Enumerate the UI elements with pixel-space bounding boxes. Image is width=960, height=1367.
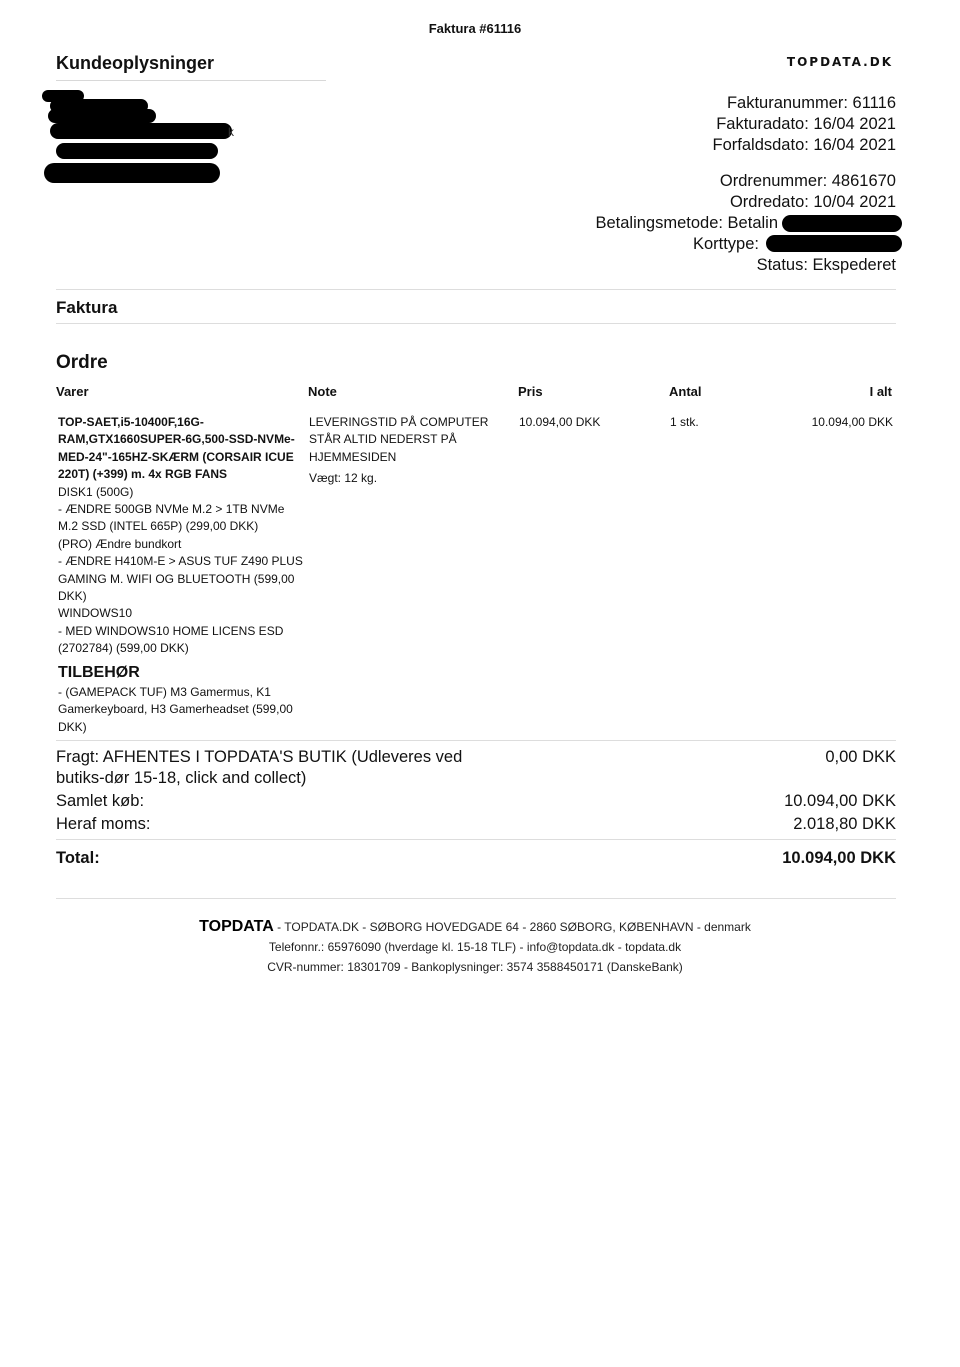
redaction-bar	[766, 235, 902, 252]
footer	[0, 917, 950, 977]
vat-value: 2.018,80 DKK	[793, 815, 896, 833]
column-header-varer: Varer	[56, 384, 89, 399]
item-note	[309, 414, 509, 488]
invoice-date: Fakturadato: 16/04 2021	[716, 115, 896, 133]
item-price: 10.094,00 DKK	[519, 415, 601, 429]
order-date: Ordredato: 10/04 2021	[729, 193, 896, 211]
accessory-heading: TILBEHØR	[58, 663, 140, 681]
item-weight: Vægt: 12 kg.	[309, 471, 378, 486]
redaction-bar	[48, 109, 156, 123]
item-description	[58, 414, 303, 736]
item-option: WINDOWS10	[58, 606, 133, 621]
invoice-meta	[713, 93, 896, 156]
item-total: 10.094,00 DKK	[811, 415, 893, 429]
item-option: (PRO) Ændre bundkort	[58, 536, 182, 551]
item-quantity: 1 stk.	[670, 415, 699, 429]
footer-brand: TOPDATA	[199, 918, 274, 935]
column-header-antal: Antal	[669, 384, 702, 399]
item-option: - ÆNDRE H410M-E > ASUS TUF Z490 PLUS GAMING M. WIFI OG BLUETOOTH (599,00 DKK)	[58, 554, 303, 604]
customer-visible-char: k	[228, 125, 234, 139]
faktura-heading: Faktura	[56, 298, 118, 317]
divider	[56, 740, 896, 741]
payment-method-text: Betalingsmetode: Betalin	[595, 214, 778, 232]
customer-heading: Kundeoplysninger	[56, 53, 215, 73]
footer-address-line	[0, 917, 950, 937]
order-status: Status: Ekspederet	[756, 256, 896, 274]
subtotal-value: 10.094,00 DKK	[784, 792, 896, 810]
column-header-pris: Pris	[518, 384, 543, 399]
note-text: LEVERINGSTID PÅ COMPUTER STÅR ALTID NEDERST PÅ HJEMMESIDEN	[309, 415, 489, 464]
footer-address: - TOPDATA.DK - SØBORG HOVEDGADE 64 - 2860 SØBORG, KØBENHAVN - denmark	[277, 920, 751, 934]
footer-cvr: CVR-nummer: 18301709 - Bankoplysninger: 3574 3588450171 (DanskeBank)	[267, 960, 683, 974]
item-option: - ÆNDRE 500GB NVMe M.2 > 1TB NVMe M.2 SSD (INTEL 665P) (299,00 DKK)	[58, 502, 285, 534]
subtotal-label: Samlet køb:	[56, 792, 145, 810]
topdata-logo: TOPDATA.DK	[786, 55, 893, 69]
divider	[56, 898, 896, 899]
summary-values	[784, 747, 896, 835]
order-heading: Ordre	[56, 352, 108, 373]
invoice-title: Faktura #61116	[428, 21, 522, 36]
vat-label: Heraf moms:	[56, 815, 151, 833]
divider	[56, 289, 896, 290]
column-header-ialt: I alt	[869, 384, 892, 399]
order-number: Ordrenummer: 4861670	[719, 172, 896, 190]
customer-divider	[56, 80, 326, 81]
shipping-value: 0,00 DKK	[825, 748, 896, 766]
due-date: Forfaldsdato: 16/04 2021	[712, 136, 896, 154]
total-value: 10.094,00 DKK	[782, 849, 896, 867]
footer-contact: Telefonnr.: 65976090 (hverdage kl. 15-18 TLF) - info@topdata.dk - topdata.dk	[268, 940, 682, 954]
item-option: - MED WINDOWS10 HOME LICENS ESD (2702784) (599,00 DKK)	[58, 623, 284, 656]
shipping-label: Fragt: AFHENTES I TOPDATA'S BUTIK (Udleveres ved butiks-dør 15-18, click and collect)	[56, 748, 463, 787]
invoice-number: Fakturanummer: 61116	[726, 94, 896, 112]
divider	[56, 839, 896, 840]
redaction-bar	[56, 143, 218, 159]
item-name: TOP-SAET,i5-10400F,16G-RAM,GTX1660SUPER-6G,500-SSD-NVMe-MED-24"-165HZ-SKÆRM (CORSAIR ICUE 220T) (+399) m. 4x RGB FANS	[58, 415, 295, 482]
total-label: Total:	[56, 849, 100, 867]
redaction-bar	[44, 163, 220, 183]
redaction-bar	[50, 123, 232, 139]
redaction-bar	[782, 215, 902, 232]
item-option: DISK1 (500G)	[58, 484, 134, 499]
card-type-label: Korttype:	[692, 235, 759, 253]
column-header-note: Note	[308, 384, 337, 399]
accessory-item: - (GAMEPACK TUF) M3 Gamermus, K1 Gamerkeyboard, H3 Gamerheadset (599,00 DKK)	[58, 684, 293, 734]
summary-labels	[56, 747, 476, 835]
divider	[56, 323, 896, 324]
